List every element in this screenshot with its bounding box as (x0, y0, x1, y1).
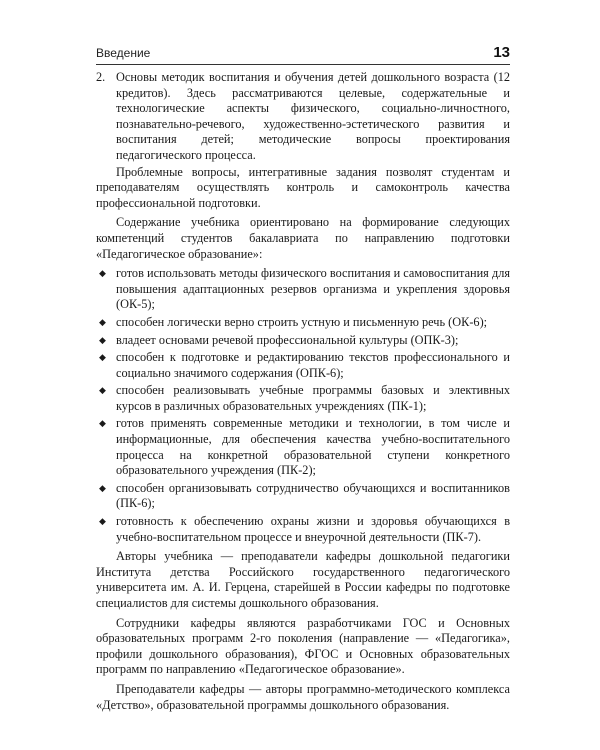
competency-item (96, 333, 510, 349)
competency-item (96, 315, 510, 331)
competency-list (96, 266, 510, 545)
section-title: Введение (96, 46, 151, 60)
page-body (96, 70, 510, 717)
competency-text: способен логически верно строить устную и письменную речь (ОК-6); (116, 314, 488, 329)
diamond-bullet-icon: ◆ (99, 316, 106, 327)
competency-item (96, 383, 510, 414)
competency-text: готовность к обеспечению охраны жизни и здоровья обучающихся в учебно-воспитательном процессе и внеурочной деятельности (ПК-7). (116, 514, 510, 544)
diamond-bullet-icon: ◆ (99, 334, 106, 345)
page-number: 13 (493, 44, 510, 61)
competency-text: готов применять современные методики и технологии, в том числе и информационные, для обеспечения качества учебно-воспитательного процесса на конкретной образовательной ступени конкретного образовательного учреждения (ПК-2); (116, 416, 510, 478)
item-text: Основы методик воспитания и обучения детей дошкольного возраста (12 кредитов). Здесь рассматриваются целевые, содержательные и технологические аспекты физического, социально-личностного, познавательно-речевого, художественно-эстетического развития и воспитания детей; методические вопросы проектирования педагогического процесса. (116, 70, 510, 162)
competency-text: способен к подготовке и редактированию текстов профессионального и социально значимого содержания (ОПК-6); (116, 350, 510, 380)
diamond-bullet-icon: ◆ (99, 482, 106, 493)
competency-item (96, 514, 510, 545)
competency-item (96, 350, 510, 381)
competency-item (96, 416, 510, 478)
competency-item (96, 266, 510, 313)
competency-text: способен организовывать сотрудничество обучающихся и воспитанников (ПК-6); (116, 480, 510, 511)
competency-item (96, 481, 510, 512)
numbered-item-2 (96, 70, 510, 164)
header-divider (96, 64, 510, 65)
paragraph-competencies-intro: Содержание учебника ориентировано на формирование следующих компетенций студентов бакалавриата по направлению подготовки «Педагогическое образование»: (96, 215, 510, 261)
competency-text: способен реализовывать учебные программы базовых и элективных курсов в различных образовательных учреждениях (ПК-1); (116, 383, 510, 413)
diamond-bullet-icon: ◆ (99, 516, 106, 527)
paragraph-authors: Авторы учебника — преподаватели кафедры дошкольной педагогики Института детства Российского государственного педагогического университета им. А. И. Герцена, старейшей в России кафедры по подготовке специалистов для системы дошкольного образования. (96, 549, 510, 610)
running-header (96, 44, 510, 66)
diamond-bullet-icon: ◆ (99, 385, 106, 396)
item-number: 2. (96, 70, 106, 84)
competency-text: владеет основами речевой профессиональной культуры (ОПК-3); (116, 332, 459, 347)
diamond-bullet-icon: ◆ (99, 268, 106, 279)
competency-text: готов использовать методы физического воспитания и самовоспитания для повышения адаптационных резервов организма и укрепления здоровья (ОК-5); (116, 266, 510, 312)
diamond-bullet-icon: ◆ (99, 352, 106, 363)
paragraph-department-staff: Сотрудники кафедры являются разработчиками ГОС и Основных образовательных программ 2-го поколения (направление — «Педагогика», профили дошкольного образования), ФГОС и Основных образовательных программ по направлению «Педагогическое образование». (96, 615, 510, 677)
paragraph-program-authors: Преподаватели кафедры — авторы программно-методического комплекса «Детство», образовательной программы дошкольного образования. (96, 681, 510, 712)
paragraph-problem-questions: Проблемные вопросы, интегративные задания позволят студентам и преподавателям осуществлять контроль и самоконтроль качества профессиональной подготовки. (96, 164, 510, 210)
diamond-bullet-icon: ◆ (99, 418, 106, 429)
